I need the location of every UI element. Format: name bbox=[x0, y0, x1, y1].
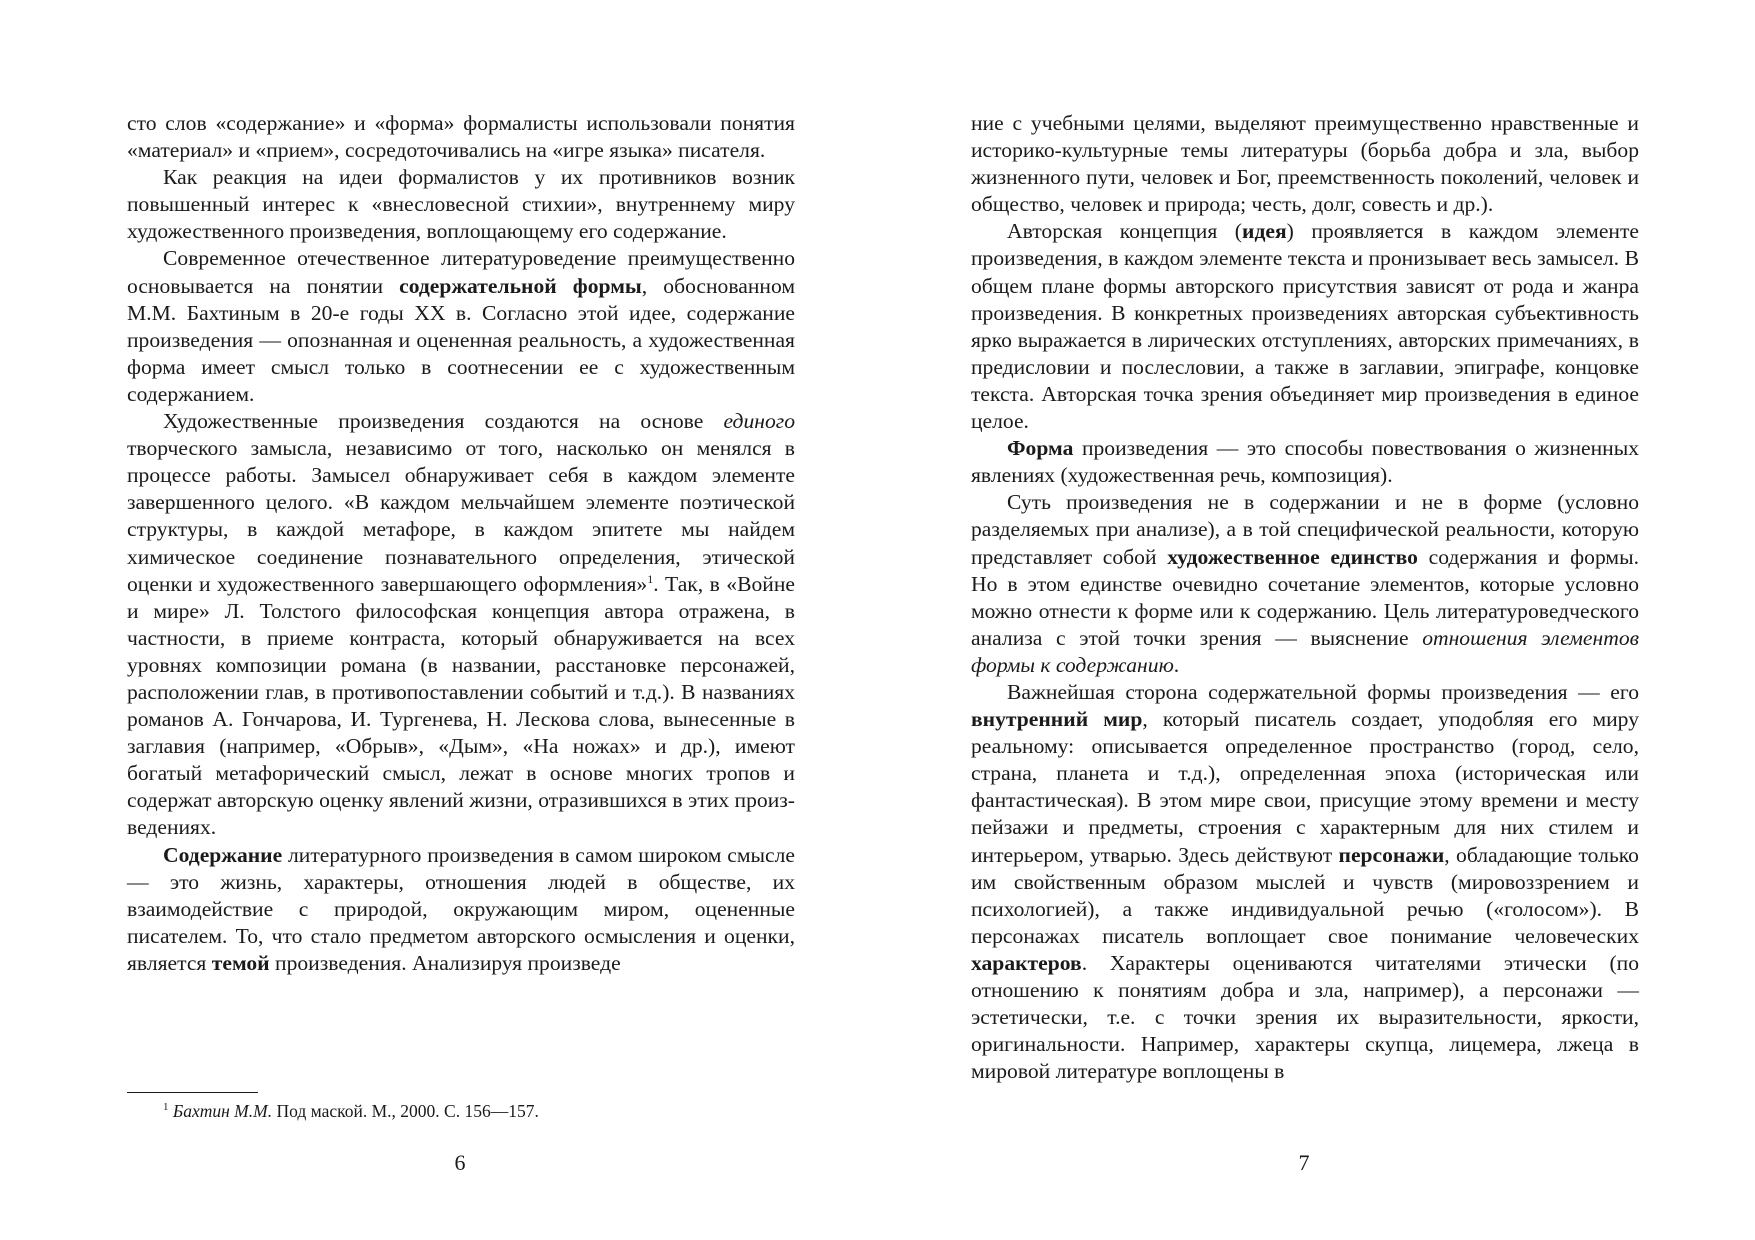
term-idea: идея bbox=[1242, 219, 1287, 244]
paragraph-author-concept: Авторская концепция (идея) проявляется в каждом элементе произведения, в каждом элементе текста и пронизывает весь замысел. В общем плане формы авторского присутствия зависят от рода и жанра произведения. В конкретных произведениях авторская субъективность ярко выражается в лирических отступлениях, авторских примечаниях, в предисловии и послесловии, а также в заглавии, эпиграфе, концовке текста. Авторская точка зрения объединяет мир произведения в единое целое. bbox=[971, 219, 1639, 434]
left-page bbox=[127, 110, 795, 977]
right-page-text bbox=[971, 110, 1639, 1085]
paragraph-content-definition: Содержание литературного произведения в самом широком смысле — это жизнь, характеры, отношения людей в обществе, их взаимодействие с природой, окружающим миром, оцененные писателем. То, что стало предметом авторского осмысления и оценки, является темой произведения. Анализируя произведе bbox=[127, 842, 795, 975]
page-number-right: 7 bbox=[1298, 1150, 1310, 1175]
term-inner-world: внутренний мир bbox=[971, 707, 1143, 732]
footnote bbox=[127, 1100, 795, 1122]
paragraph-inner-world: Важнейшая сторона содержательной формы произведения — его внутренний мир, который писатель создает, уподобляя его миру реальному: описывается определенное пространство (город, село, страна, планета и т.д.), определенная эпоха (историческая или фантастическая). В этом мире свои, присущие этому времени и месту пейзажи и предметы, строения с характерным для них стилем и интерьером, утварью. Здесь действуют персонажи, обладающие только им свойственным образом мыслей и чувств (мировоззрением и психологией), а также индивидуальной речью («голосом»). В персонажах писатель воплощает свое понимание человеческих характеров. Характеры оцениваются читателями этически (по отношению к понятиям добра и зла, например), а персонажи — эстетически, т.е. с точки зрения их выразительности, яркости, оригинальности. Например, характеры скупца, лицемера, лжеца в мировой литературе воплощены в bbox=[971, 679, 1639, 1084]
paragraph-themes-continued: ние с учебными целями, выделяют преимущественно нравственные и историко-культурные темы литературы (борьба добра и зла, выбор жизненного пути, человек и Бог, преемственность поколений, человек и общество, человек и природа; честь, долг, совесть и др.). bbox=[971, 111, 1639, 217]
term-form-content-relation: отношения элементов формы к содержанию bbox=[971, 625, 1639, 677]
term-unified: единого bbox=[723, 409, 795, 434]
left-page-text bbox=[127, 110, 795, 977]
paragraph-form-definition: Форма произведения — это способы повествования о жизненных явлениях (художественная речь, композиция). bbox=[971, 436, 1639, 488]
footnote-reference[interactable]: 1 bbox=[647, 571, 654, 586]
paragraph-formalists-terms: сто слов «содержание» и «форма» формалисты использовали понятия «материал» и «прием», сосредоточивались на «игре языка» писателя. bbox=[127, 111, 795, 163]
footnote-divider bbox=[127, 1092, 258, 1093]
page-number-left: 6 bbox=[454, 1150, 466, 1175]
term-theme: темой bbox=[211, 950, 270, 975]
term-content: Содержание bbox=[163, 842, 283, 867]
footnote-source: Под маской. М., 2000. С. 156—157. bbox=[272, 1101, 539, 1121]
footnote-marker: 1 bbox=[163, 1101, 169, 1114]
term-content-form: содержательной формы bbox=[399, 273, 642, 298]
term-characters-persons: персонажи bbox=[1338, 842, 1445, 867]
paragraph-unified-concept: Художественные произведения создаются на основе единого творческого замысла, независимо от того, насколько он менялся в процессе работы. Замысел обнаруживает себя в каждом элементе завершенного целого. «В каждом мельчайшем элементе поэтической структуры, в каждой метафоре, в каждом эпитете мы найдем химическое соединение познавательного определения, этической оценки и художественного завершающего оформления»$^1$. Так, в «Войне и мире» Л. Толстого философская концепция автора отражена, в частности, в приеме контраста, который обнаруживается на всех уровнях композиции романа (в названии, расстановке персонажей, расположении глав, в противопоставлении событий и т.д.). В названиях романов А. Гончарова, И. Тургенева, Н. Лескова слова, вынесенные в заглавия (например, «Обрыв», «Дым», «На ножах» и др.), имеют богатый метафорический смысл, лежат в основе многих тропов и содержат авторскую оценку явлений жизни, отразившихся в этих произведениях. bbox=[127, 409, 795, 840]
term-form: Форма bbox=[1007, 436, 1074, 461]
term-characters: характеров bbox=[971, 950, 1082, 975]
right-page bbox=[971, 110, 1639, 1085]
footnote-author: Бахтин М.М. bbox=[172, 1101, 273, 1121]
paragraph-artistic-unity: Суть произведения не в содержании и не в форме (условно разделяемых при анализе), а в той специфической реальности, которую представляет собой художественное единство содержания и формы. Но в этом единстве очевидно сочетание элементов, которые условно можно отнести к форме или к содержанию. Цель литературоведческого анализа с этой точки зрения — выяснение отношения элементов формы к содержанию. bbox=[971, 490, 1639, 677]
paragraph-reaction-to-formalists: Как реакция на идеи формалистов у их противников возник повышенный интерес к «внесловесной стихии», внутреннему миру художественного произведения, воплощающему его содержание. bbox=[127, 165, 795, 244]
term-artistic-unity: художественное единство bbox=[1167, 544, 1418, 569]
paragraph-content-form: Современное отечественное литературоведение преимущественно основывается на понятии содержательной формы, обоснованном М.М. Бахтиным в 20-е годы XX в. Согласно этой идее, содержание произведения — опознанная и оцененная реальность, а художественная форма имеет смысл только в соотнесении ее с художественным содержанием. bbox=[127, 246, 795, 406]
